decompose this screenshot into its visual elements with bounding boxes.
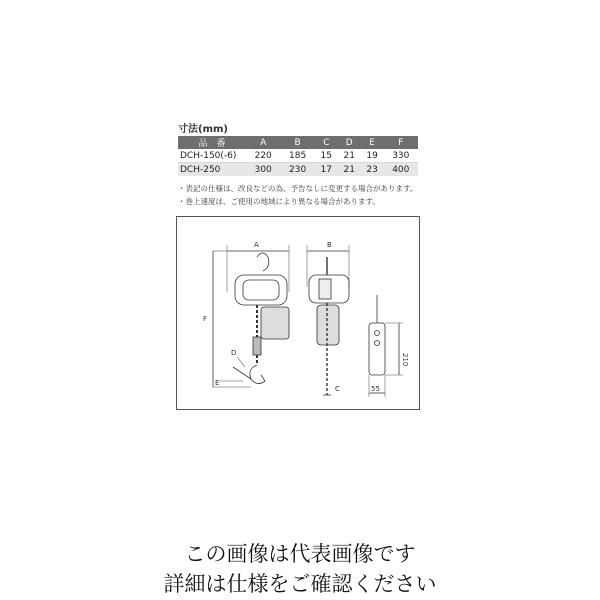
cell-f: 330 [384,149,418,163]
pendant-button-down [375,341,380,346]
cell-e: 19 [361,149,384,163]
header-c: C [315,136,338,149]
hoist-drawing-svg [177,217,421,411]
load-block [253,337,261,355]
label-e: E [215,379,220,387]
caption-representative-image: この画像は代表画像です [184,542,416,566]
label-f: F [203,315,208,323]
header-d: D [338,136,361,149]
cell-model: DCH-250 [178,163,246,177]
header-f: F [384,136,418,149]
side-frame [319,279,331,299]
pendant-switch [369,295,409,397]
cell-e: 23 [361,163,384,177]
table-row [178,163,418,177]
bottom-hook [250,365,265,384]
cell-f: 400 [384,163,418,177]
cell-d: 21 [338,149,361,163]
chain-bag [261,307,289,339]
label-210: 210 [401,353,409,367]
label-b: B [327,241,332,249]
label-a: A [254,241,259,249]
label-c: C [335,385,340,393]
top-hook [257,253,269,271]
header-e: E [361,136,384,149]
hoist-dimension-drawing [176,216,420,410]
header-b: B [280,136,314,149]
pendant-button-up [375,331,380,336]
cell-model: DCH-150(-6) [178,149,246,163]
dimensions-title: 寸法(mm) [178,124,228,135]
hoist-body-inner [243,280,279,300]
side-view [307,241,349,395]
table-header-row [178,136,418,149]
note-spec-change: ・表記の仕様は、改良などの為、予告なしに変更する場合があります。 [178,184,418,193]
note-lifting-speed: ・巻上速度は、ご使用の地域により異なる場合があります。 [178,197,380,206]
cell-b: 230 [280,163,314,177]
spec-notes [178,182,417,208]
cell-a: 220 [246,149,280,163]
side-chain-bag [317,305,339,345]
hook-latch [233,367,251,379]
cell-c: 15 [315,149,338,163]
header-model: 品 番 [178,136,246,149]
dimensions-table [178,136,418,176]
cell-b: 185 [280,149,314,163]
cell-a: 300 [246,163,280,177]
header-a: A [246,136,280,149]
caption-check-specs: 詳細は仕様をご確認ください [163,572,437,596]
dim-d-leader [237,357,245,367]
cell-c: 17 [315,163,338,177]
cell-d: 21 [338,163,361,177]
table-row [178,149,418,163]
label-55: 55 [371,385,380,393]
label-d: D [231,349,237,357]
front-view [203,241,289,387]
